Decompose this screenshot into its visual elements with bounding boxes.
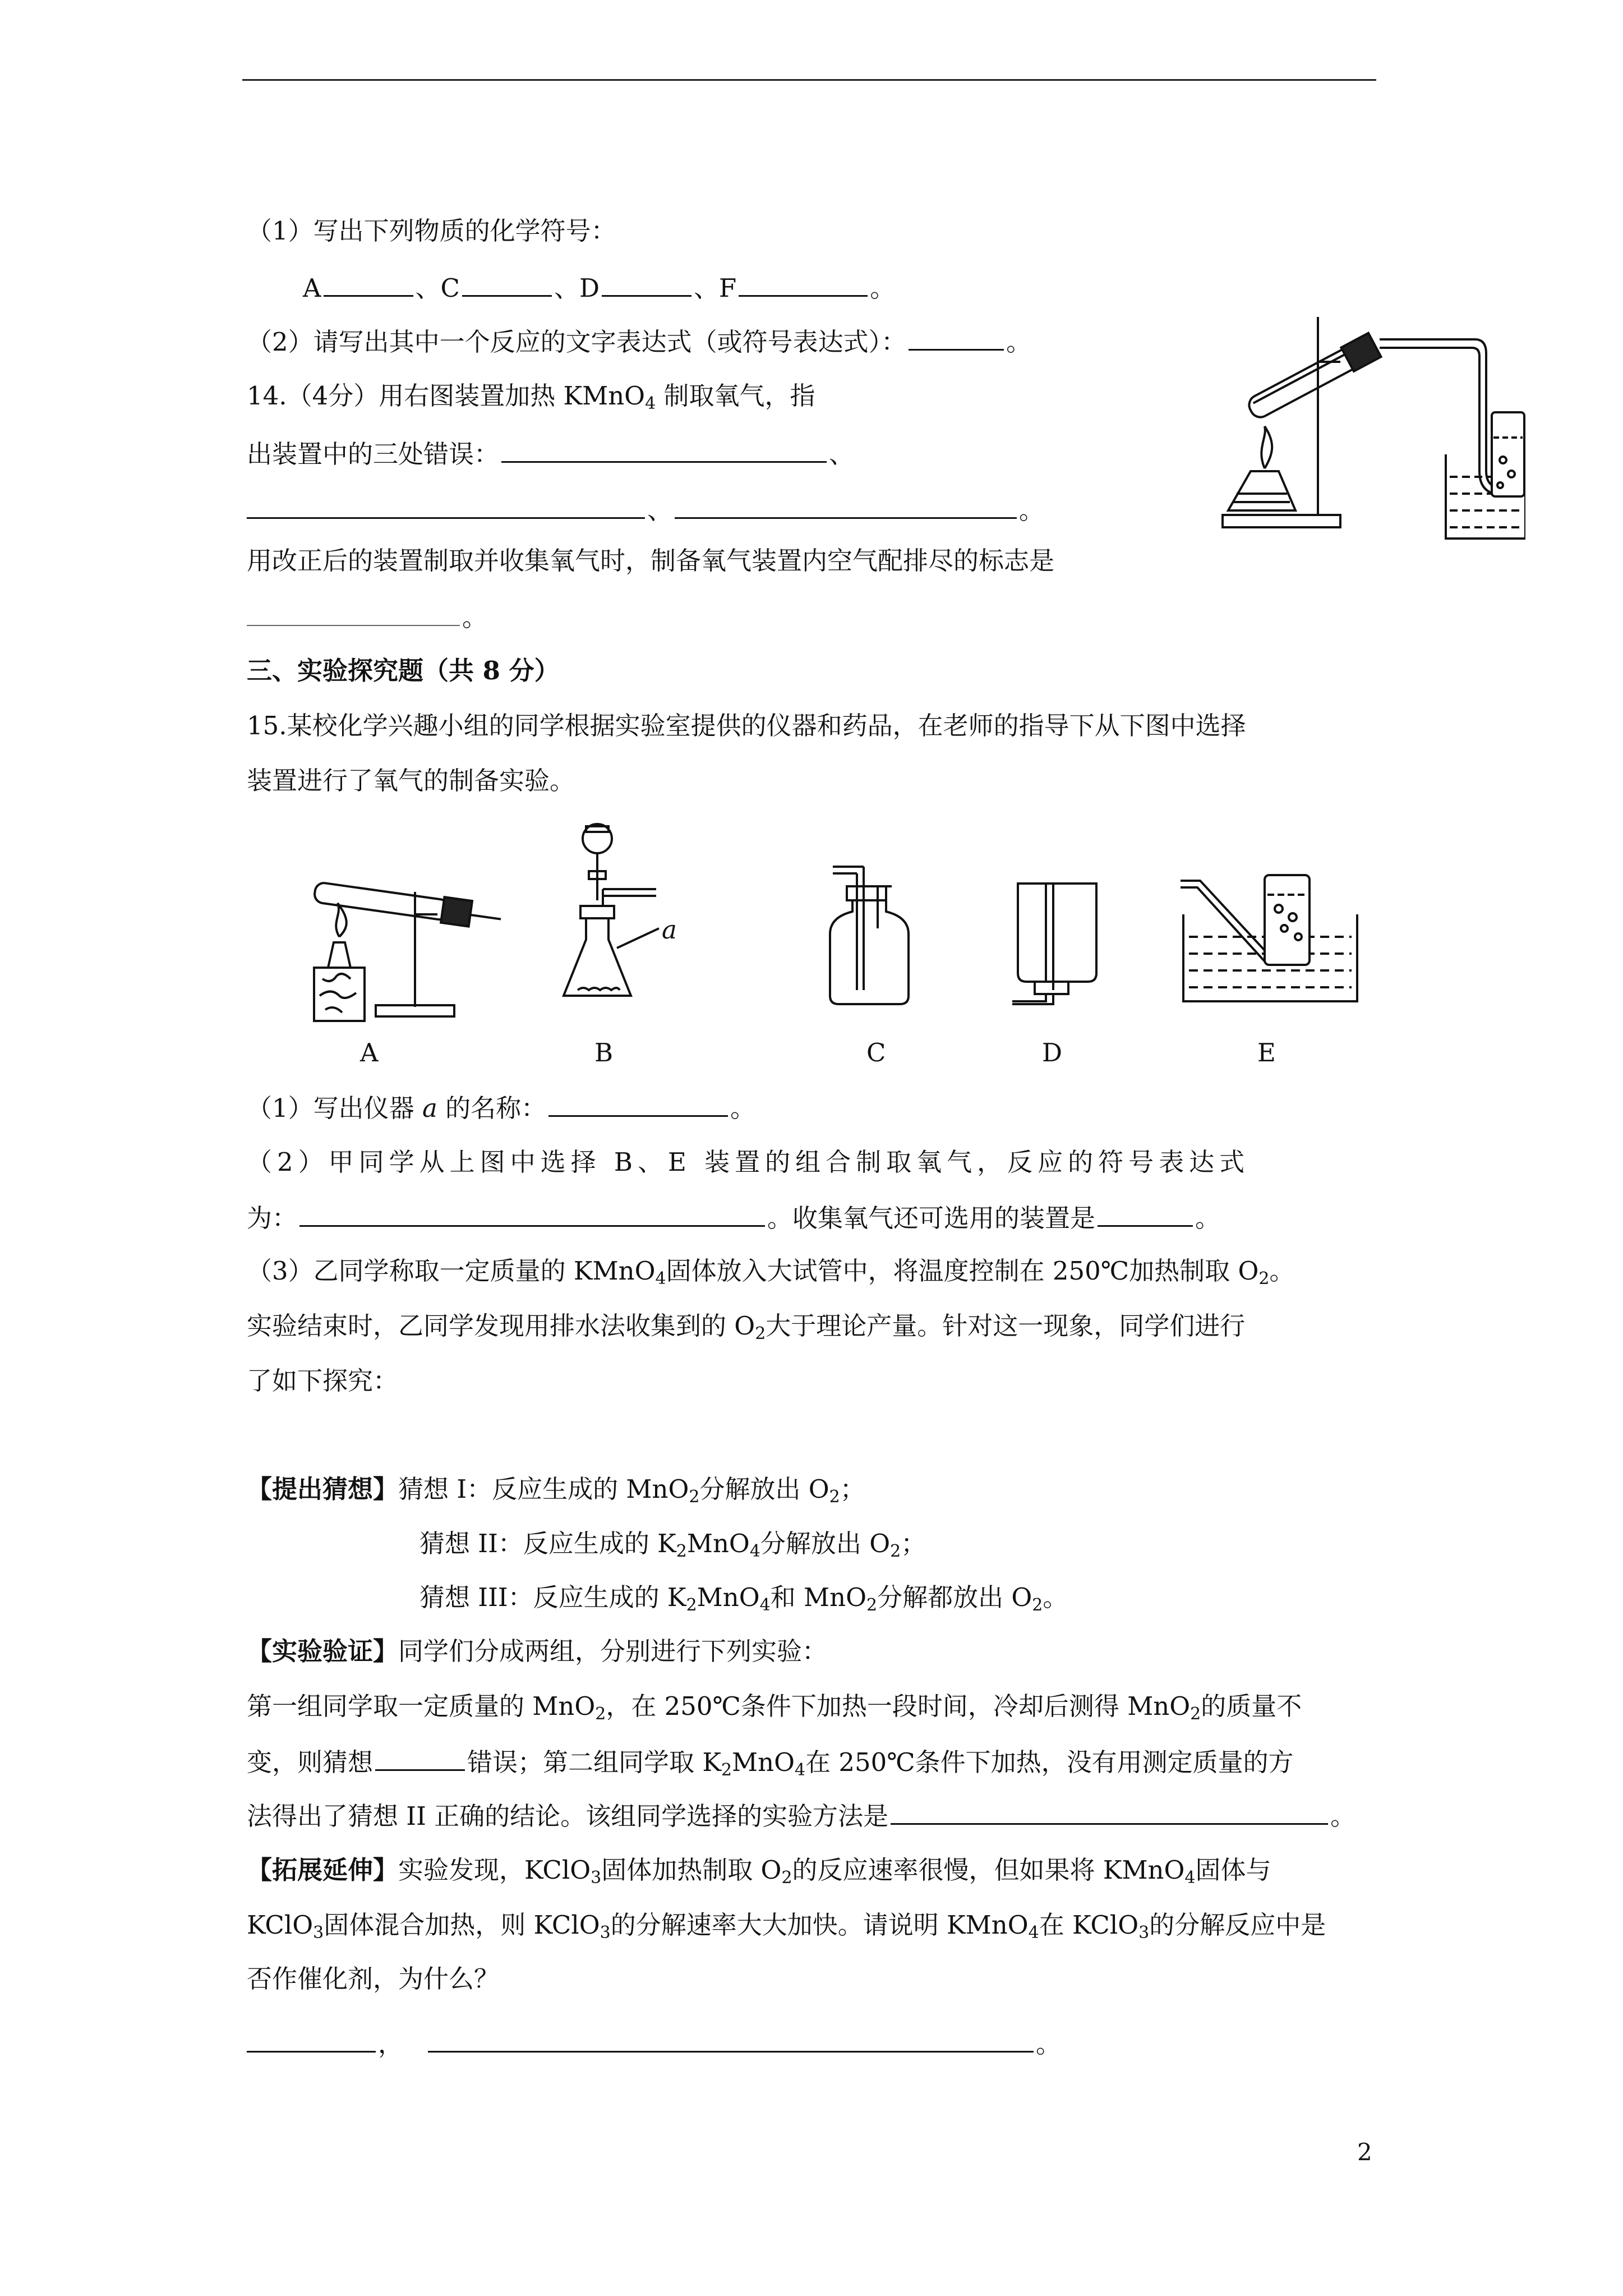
verify-line3: 变，则猜想 错误；第二组同学取 $K_2MnO_4$在 250℃条件下加热，没有用测定质量的方 (247, 1745, 1294, 1779)
blank-wrong-guess[interactable] (375, 1745, 465, 1771)
blank-f[interactable] (739, 270, 868, 297)
q15-intro-2: 装置进行了氧气的制备实验。 (247, 766, 575, 795)
verify-line4: 法得出了猜想 II 正确的结论。该组同学选择的实验方法是 。 (247, 1798, 1355, 1833)
blank-error-1[interactable] (501, 436, 827, 463)
apparatus-label-b: B (594, 1038, 614, 1068)
q15-part3-line3: 了如下探究： (247, 1366, 399, 1396)
blank-reason[interactable] (428, 2026, 1034, 2053)
verify-line2: 第一组同学取一定质量的 MnO$_2$，在 250℃条件下加热一段时间，冷却后测得 MnO$_2$的质量不 (247, 1691, 1302, 1724)
q15-part2-line1: （2）甲同学从上图中选择 B、E 装置的组合制取氧气，反应的符号表达式 (247, 1147, 1250, 1177)
blank-air-expelled[interactable] (247, 600, 460, 626)
header-rule (242, 79, 1376, 81)
blank-d[interactable] (602, 270, 691, 297)
blank-a[interactable] (324, 270, 413, 297)
blank-catalyst-answer[interactable] (247, 2026, 376, 2053)
guess-2: 猜想 II：反应生成的 $K_2MnO_4$分解放出 $O_2$； (419, 1529, 926, 1561)
page-number: 2 (1357, 2138, 1372, 2166)
blank-instrument-name[interactable] (548, 1091, 728, 1117)
blank-error-2[interactable] (247, 493, 645, 519)
blank-other-device[interactable] (1098, 1200, 1193, 1227)
apparatus-b-figure (555, 822, 701, 1007)
apparatus-e-figure (1178, 869, 1363, 1004)
q13-part2: （2）请写出其中一个反应的文字表达式（或符号表达式）： 。 (247, 324, 1031, 359)
q15-part1: （1）写出仪器 a 的名称： 。 (247, 1091, 755, 1125)
guess-1: 【提出猜想】猜想 I：反应生成的 MnO$_2$分解放出 $O_2$； (247, 1474, 865, 1507)
blank-error-3[interactable] (675, 493, 1017, 519)
blank-c[interactable] (462, 270, 552, 297)
ext-line2: KClO$_3$固体混合加热，则 KClO$_3$的分解速率大大加快。请说明 KMnO$_4$在 KClO$_3$的分解反应中是 (247, 1910, 1326, 1943)
apparatus-c-figure (824, 861, 925, 1007)
apparatus-a-figure (303, 858, 516, 1027)
apparatus-d-figure (1009, 878, 1105, 1007)
apparatus-label-a: A (360, 1038, 379, 1068)
apparatus-label-e: E (1257, 1038, 1276, 1068)
q14-line4: 用改正后的装置制取并收集氧气时，制备氧气装置内空气配排尽的标志是 (247, 546, 1055, 576)
ext-line1: 【拓展延伸】实验发现，KClO$_3$固体加热制取 $O_2$的反应速率很慢，但如果将 KMnO$_4$固体与 (247, 1855, 1271, 1888)
blank-method[interactable] (891, 1798, 1328, 1825)
q13-symbol-blanks: A 、C 、D 、F 。 (303, 270, 895, 305)
guess-3: 猜想 III：反应生成的 $K_2MnO_4$和 MnO$_2$分解都放出 $O_2$。 (419, 1582, 1068, 1615)
q14-apparatus-figure (1211, 309, 1525, 544)
apparatus-label-c: C (866, 1038, 886, 1068)
blank-expression[interactable] (909, 324, 1004, 351)
section3-title: 三、实验探究题（共 8 分） (247, 656, 560, 685)
blank-symbol-equation[interactable] (299, 1200, 765, 1227)
ext-line3: 否作催化剂，为什么？ (247, 1964, 500, 1994)
q15-part2-line2: 为： 。收集氧气还可选用的装置是 。 (247, 1200, 1220, 1235)
q14-line1: 14.（4分）用右图装置加热 KMnO$_4$ 制取氧气，指 (247, 381, 815, 413)
q15-part3-line1: （3）乙同学称取一定质量的 KMnO$_4$固体放入大试管中，将温度控制在 250℃加热制取 $O_2$。 (247, 1256, 1295, 1289)
q15-part3-line2: 实验结束时，乙同学发现用排水法收集到的 $O_2$大于理论产量。针对这一现象，同学们进行 (247, 1311, 1246, 1343)
label-a: a (662, 915, 677, 945)
ext-answer-line: ， 。 (247, 2026, 1061, 2061)
verify-line1: 【实验验证】同学们分成两组，分别进行下列实验： (247, 1636, 828, 1666)
q15-intro-1: 15.某校化学兴趣小组的同学根据实验室提供的仪器和药品，在老师的指导下从下图中选择 (247, 711, 1246, 740)
q14-line2: 出装置中的三处错误： 、 (247, 436, 854, 471)
q14-line3: 、 。 (247, 493, 1044, 527)
apparatus-label-d: D (1042, 1038, 1063, 1068)
q13-part1: （1）写出下列物质的化学符号： (247, 216, 616, 246)
q14-line5: 。 (247, 600, 487, 634)
